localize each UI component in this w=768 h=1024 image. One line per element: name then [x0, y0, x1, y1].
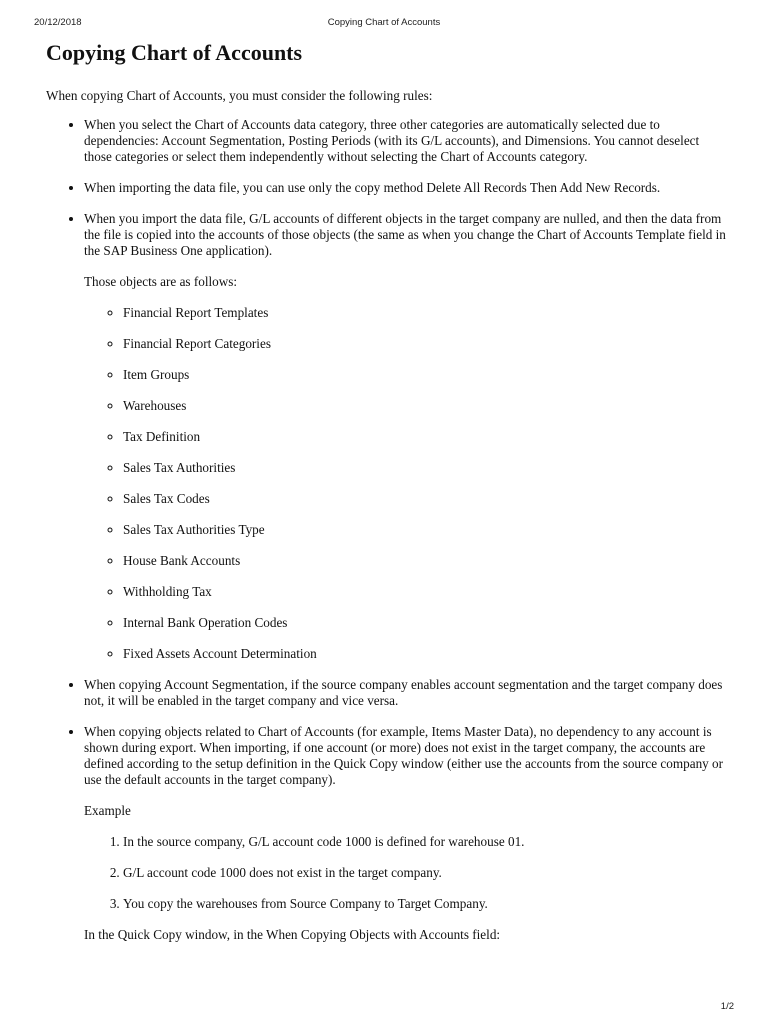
print-header: [34, 17, 734, 31]
object-item: ◦ Item Groups: [123, 367, 726, 383]
rule-item: [84, 677, 726, 709]
objects-intro: Those objects are as follows:: [84, 274, 238, 289]
objects-list: [84, 305, 726, 662]
print-document-title: Copying Chart of Accounts: [327, 17, 441, 28]
rule-text: When you select the Chart of Accounts data category, three other categories are automatically selected due to dependencies: Account Segmentation, Posting Periods (with its G/L accounts), and Dimensions. You cannot deselect those categories or select them independently without selecting the Chart of Accounts category.: [84, 117, 700, 164]
object-item: ◦ Financial Report Templates: [123, 305, 726, 321]
page-number: 1/2: [720, 1001, 734, 1012]
rule-item: [84, 724, 726, 943]
object-item: ◦ Sales Tax Authorities: [123, 460, 726, 476]
example-steps-list: [84, 834, 726, 912]
rule-text: When copying objects related to Chart of Accounts (for example, Items Master Data), no dependency to any account is shown during export. When importing, if one account (or more) does not exist in the target company, the accounts are defined according to the setup definition in the Quick Copy window (either use the accounts from the source company or use the default accounts in the target company).: [84, 724, 724, 787]
rule-item: [84, 117, 726, 165]
example-label: Example: [84, 803, 131, 818]
object-item: ◦ Internal Bank Operation Codes: [123, 615, 726, 631]
rule-item: [84, 180, 726, 196]
object-item: ◦ Tax Definition: [123, 429, 726, 445]
rule-text: When copying Account Segmentation, if the source company enables account segmentation and the target company does not, it will be enabled in the target company and vice versa.: [84, 677, 723, 708]
object-item: ◦ Withholding Tax: [123, 584, 726, 600]
object-item: ◦ Fixed Assets Account Determination: [123, 646, 726, 662]
object-item: ◦ Warehouses: [123, 398, 726, 414]
rule-text: When importing the data file, you can use only the copy method Delete All Records Then Add New Records.: [84, 180, 661, 195]
example-step: 2. G/L account code 1000 does not exist in the target company.: [123, 865, 726, 881]
rule-item: [84, 211, 726, 662]
object-item: ◦ House Bank Accounts: [123, 553, 726, 569]
example-step: 1. In the source company, G/L account code 1000 is defined for warehouse 01.: [123, 834, 726, 850]
intro-paragraph: When copying Chart of Accounts, you must consider the following rules:: [46, 88, 433, 103]
quick-copy-paragraph: In the Quick Copy window, in the When Copying Objects with Accounts field:: [84, 927, 501, 942]
object-item: ◦ Financial Report Categories: [123, 336, 726, 352]
example-step: 3. You copy the warehouses from Source Company to Target Company.: [123, 896, 726, 912]
page-content: [46, 38, 726, 958]
rule-text: When you import the data file, G/L accounts of different objects in the target company are nulled, and then the data from the file is copied into the accounts of those objects (the same as when you change the Chart of Accounts Template field in the SAP Business One application).: [84, 211, 726, 258]
rules-list: [46, 117, 726, 943]
page-title: Copying Chart of Accounts: [46, 40, 303, 65]
object-item: ◦ Sales Tax Codes: [123, 491, 726, 507]
print-date: 20/12/2018: [34, 17, 82, 28]
object-item: ◦ Sales Tax Authorities Type: [123, 522, 726, 538]
